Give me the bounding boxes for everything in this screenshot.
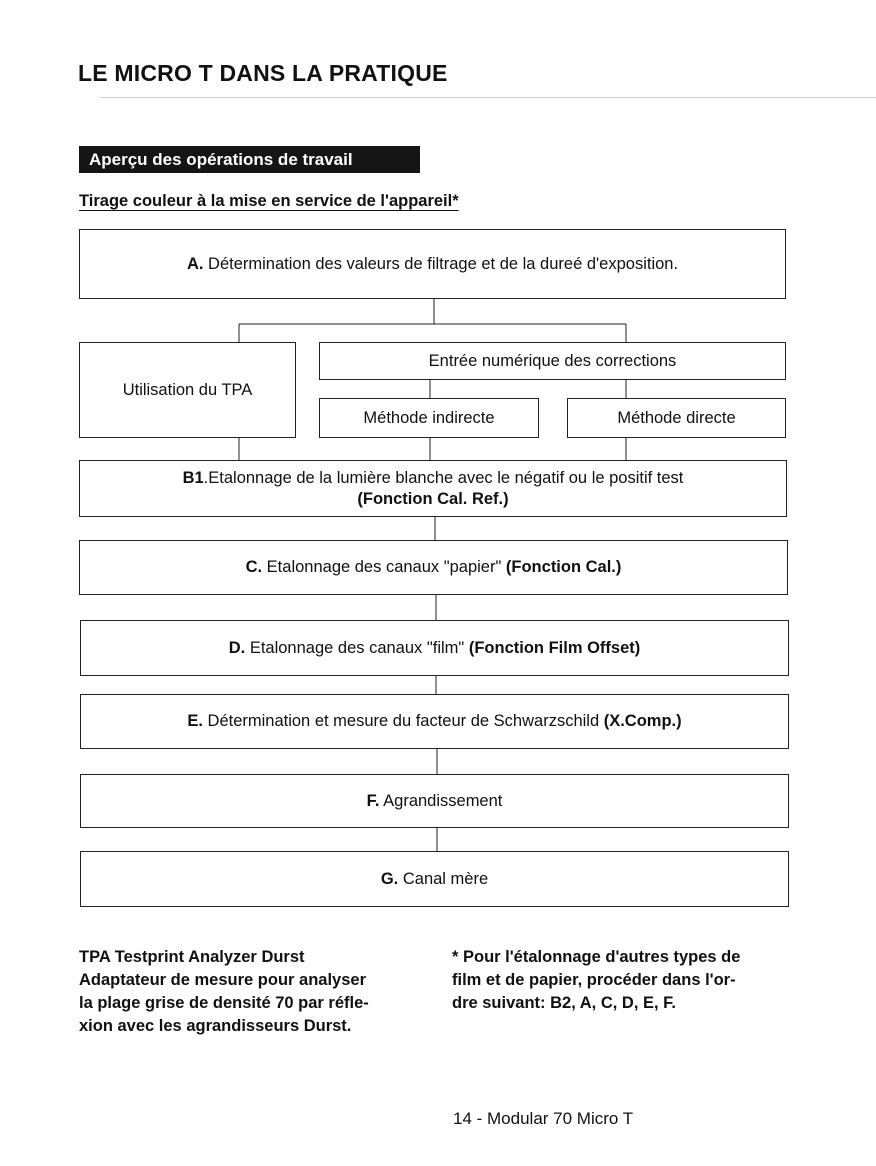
step-e-function: (X.Comp.): [603, 712, 682, 730]
step-c-key: C.: [245, 558, 263, 576]
step-a-text: Détermination des valeurs de filtrage et de la dureé d'exposition.: [203, 254, 679, 273]
step-d-box: [80, 620, 789, 676]
step-c-text: Etalonnage des canaux "papier": [262, 558, 506, 576]
numeric-corrections-text: Entrée numérique des corrections: [428, 351, 677, 370]
direct-method-box: [567, 398, 786, 438]
step-b1-function: (Fonction Cal. Ref.): [357, 489, 509, 508]
note-left-line: la plage grise de densité 70 par réfle-: [79, 994, 369, 1012]
note-right-line: film et de papier, procéder dans l'or-: [452, 971, 736, 989]
calibration-order-note: [452, 946, 812, 1015]
tpa-description-note: [79, 946, 439, 1038]
step-f-box: [80, 774, 789, 828]
note-left-line: xion avec les agrandisseurs Durst.: [79, 1017, 352, 1035]
step-e-text: Détermination et mesure du facteur de Schwarzschild: [202, 712, 604, 730]
page-title: LE MICRO T DANS LA PRATIQUE: [78, 60, 448, 86]
step-e-box: [80, 694, 789, 749]
step-g-box: [80, 851, 789, 907]
note-left-line: TPA Testprint Analyzer Durst: [79, 948, 305, 966]
section-subtitle: Tirage couleur à la mise en service de l'appareil*: [79, 192, 459, 210]
tpa-text: Utilisation du TPA: [122, 380, 253, 399]
step-c-box: [79, 540, 788, 595]
step-b1-text: .Etalonnage de la lumière blanche avec le négatif ou le positif test: [203, 468, 684, 487]
step-e-key: E.: [187, 712, 203, 730]
step-a-key: A.: [186, 254, 204, 273]
step-a-box: [79, 229, 786, 299]
step-d-key: D.: [228, 638, 246, 657]
section-banner: Aperçu des opérations de travail: [79, 146, 420, 173]
tpa-box: [79, 342, 296, 438]
step-f-key: F.: [366, 791, 380, 810]
direct-method-text: Méthode directe: [617, 408, 736, 427]
step-d-text: Etalonnage des canaux "film": [245, 638, 469, 657]
indirect-method-box: [319, 398, 539, 438]
step-b1-box: [79, 460, 787, 517]
step-d-function: (Fonction Film Offset): [468, 638, 641, 657]
step-g-text: Canal mère: [398, 869, 489, 888]
step-b1-key: B1: [182, 468, 204, 487]
numeric-corrections-box: [319, 342, 786, 380]
indirect-method-text: Méthode indirecte: [363, 408, 495, 427]
note-left-line: Adaptateur de mesure pour analyser: [79, 971, 367, 989]
page-footer: 14 - Modular 70 Micro T: [453, 1109, 634, 1128]
step-c-function: (Fonction Cal.): [505, 558, 622, 576]
step-g-key: G.: [380, 869, 399, 888]
note-right-line: dre suivant: B2, A, C, D, E, F.: [452, 994, 677, 1012]
step-f-text: Agrandissement: [379, 791, 503, 810]
note-right-line: * Pour l'étalonnage d'autres types de: [452, 948, 741, 966]
